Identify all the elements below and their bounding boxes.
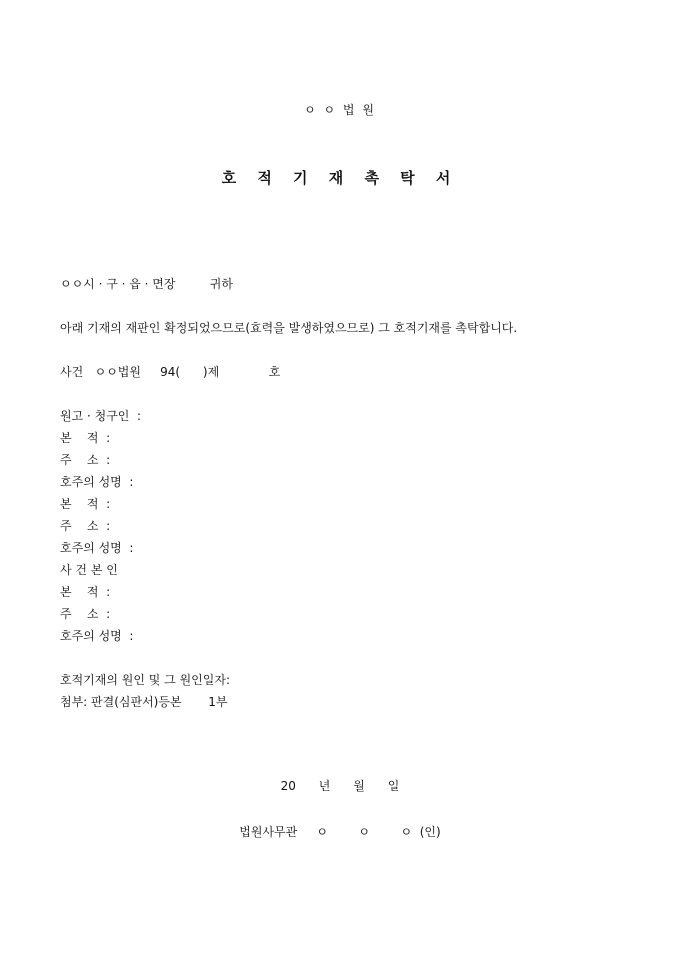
signature-line: 법원사무관 ㅇ ㅇ ㅇ (인) [239, 825, 441, 839]
party-field-case-person: 사 건 본 인 [60, 563, 118, 577]
addressee-line: ㅇㅇ시 · 구 · 읍 · 면장 귀하 [60, 277, 233, 291]
party-field-head-name: 호주의 성명 : [60, 475, 134, 489]
party-field-head-name: 호주의 성명 : [60, 629, 134, 643]
party-field-domicile: 본 적 : [60, 431, 111, 445]
party-field-head-name: 호주의 성명 : [60, 541, 134, 555]
party-field-domicile: 본 적 : [60, 585, 111, 599]
date-line: 20 년 월 일 [280, 779, 400, 793]
court-name: ㅇ ㅇ 법 원 [304, 103, 376, 117]
party-field-address: 주 소 : [60, 519, 111, 533]
party-field-address: 주 소 : [60, 607, 111, 621]
cause-line: 호적기재의 원인 및 그 원인일자: [60, 673, 230, 687]
body-text: 아래 기재의 재판인 확정되었으므로(효력을 발생하였으므로) 그 호적기재를 촉탁합니다. [60, 321, 518, 335]
party-field-address: 주 소 : [60, 453, 111, 467]
party-field-domicile: 본 적 : [60, 497, 111, 511]
attachment-line: 첨부: 판결(심판서)등본 1부 [60, 695, 228, 709]
document-title: 호 적 기 재 촉 탁 서 [221, 169, 459, 187]
case-line: 사건 ㅇㅇ법원 94( )제 호 [60, 365, 281, 379]
party-field-plaintiff: 원고 · 청구인 : [60, 409, 142, 423]
